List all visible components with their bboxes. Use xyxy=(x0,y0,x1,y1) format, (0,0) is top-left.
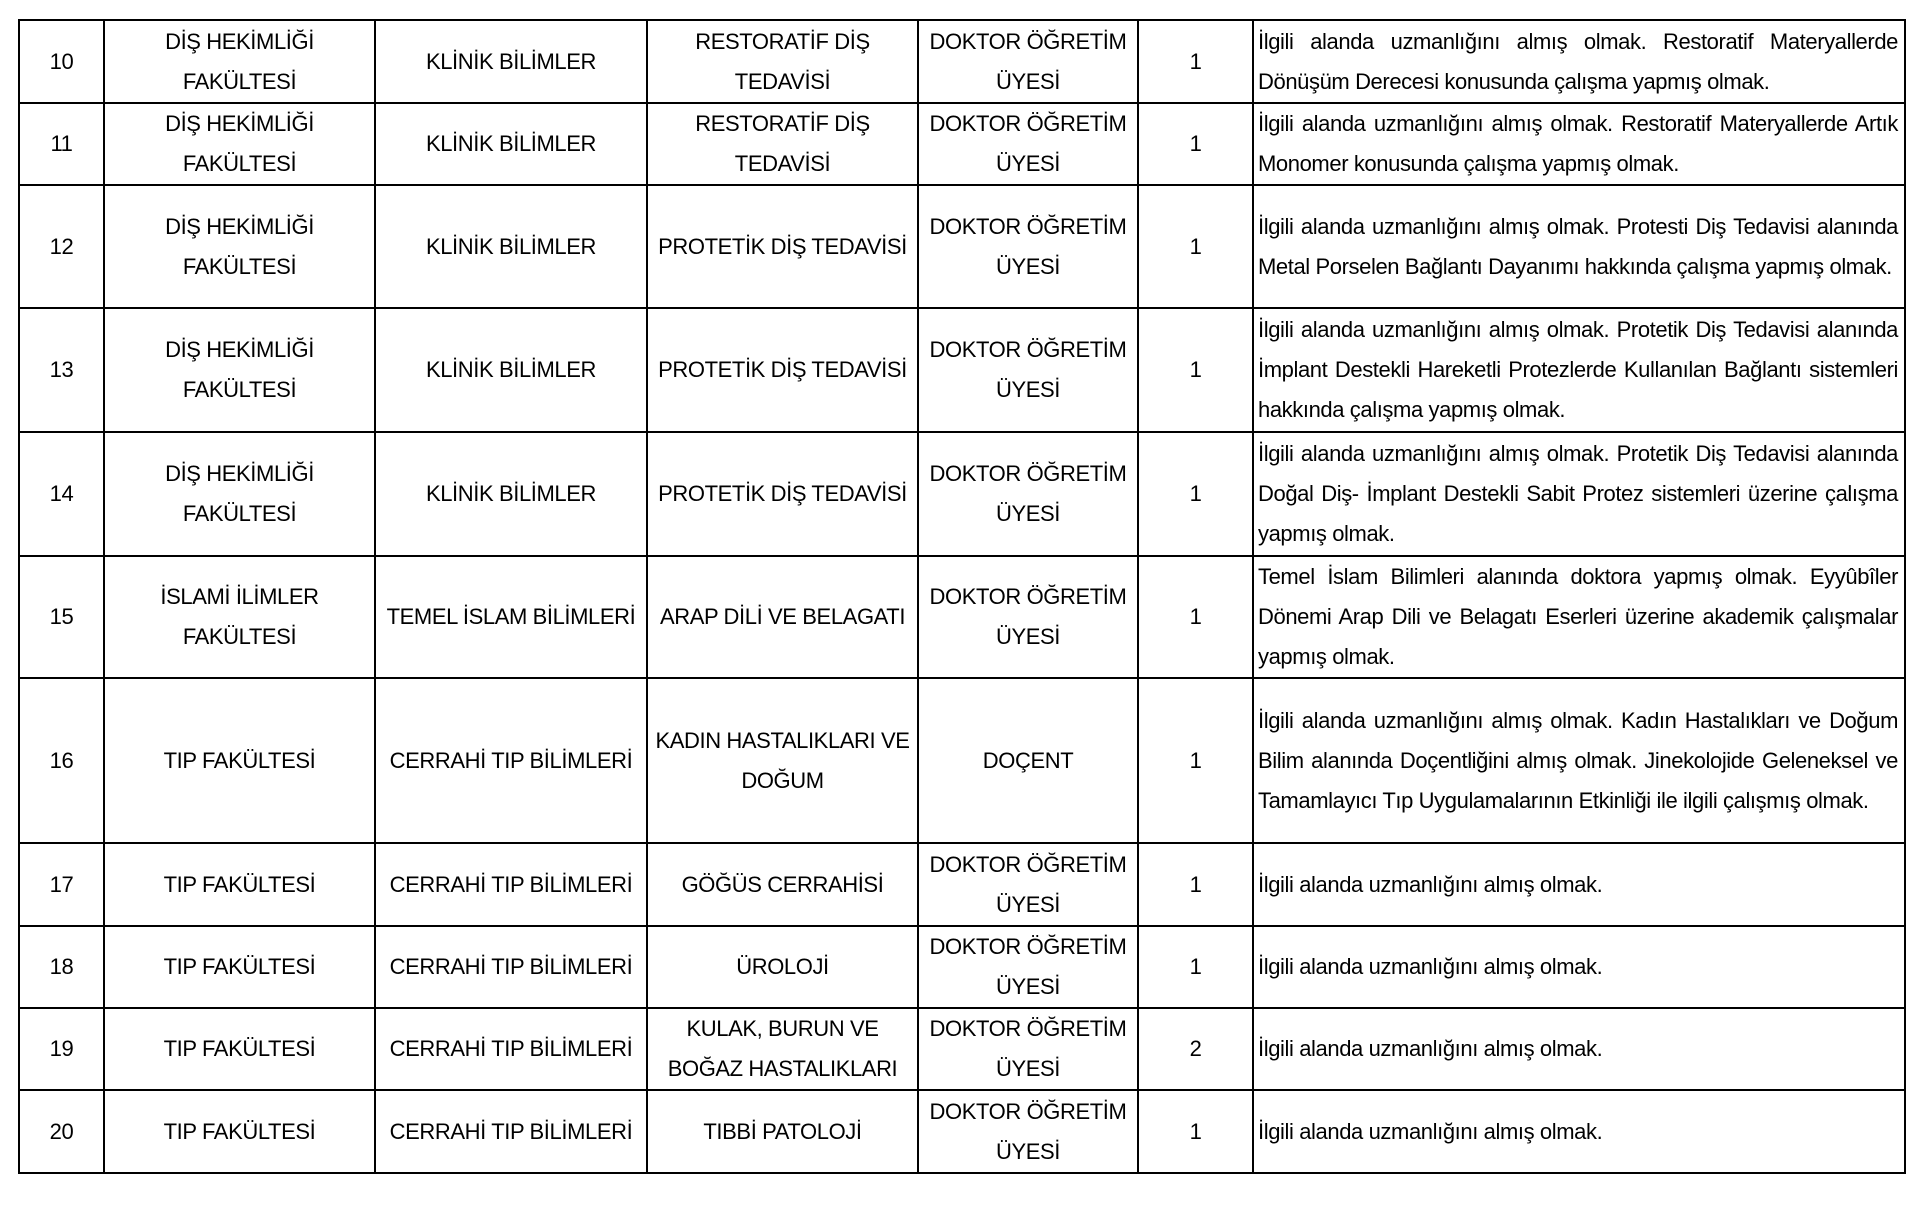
academic-title-cell: DOKTOR ÖĞRETİM ÜYESİ xyxy=(918,556,1138,678)
position-count-cell: 1 xyxy=(1138,103,1253,185)
academic-title-cell: DOKTOR ÖĞRETİM ÜYESİ xyxy=(918,1090,1138,1173)
position-count-cell: 1 xyxy=(1138,678,1253,843)
position-count-cell: 1 xyxy=(1138,1090,1253,1173)
row-number-cell: 12 xyxy=(19,185,104,308)
row-number-cell: 15 xyxy=(19,556,104,678)
department-cell: KLİNİK BİLİMLER xyxy=(375,103,647,185)
position-count-cell: 1 xyxy=(1138,556,1253,678)
faculty-cell: DİŞ HEKİMLİĞİ FAKÜLTESİ xyxy=(104,432,375,556)
program-cell: GÖĞÜS CERRAHİSİ xyxy=(647,843,918,926)
faculty-cell: DİŞ HEKİMLİĞİ FAKÜLTESİ xyxy=(104,308,375,432)
program-cell: ARAP DİLİ VE BELAGATI xyxy=(647,556,918,678)
table-row xyxy=(19,843,1905,926)
position-count-cell: 1 xyxy=(1138,20,1253,103)
requirement-cell: İlgili alanda uzmanlığını almış olmak. xyxy=(1253,1008,1905,1090)
position-count-cell: 2 xyxy=(1138,1008,1253,1090)
requirement-cell: İlgili alanda uzmanlığını almış olmak. Kadın Hastalıkları ve Doğum Bilim alanında Doçentliğini almış olmak. Jinekolojide Geleneksel ve Tamamlayıcı Tıp Uygulamalarının Etkinliği ile ilgili çalışmış olmak. xyxy=(1253,678,1905,843)
row-number-cell: 19 xyxy=(19,1008,104,1090)
department-cell: CERRAHİ TIP BİLİMLERİ xyxy=(375,843,647,926)
requirement-cell: İlgili alanda uzmanlığını almış olmak. Protetik Diş Tedavisi alanında İmplant Destekli Hareketli Protezlerde Kullanılan Bağlantı sistemleri hakkında çalışma yapmış olmak. xyxy=(1253,308,1905,432)
row-number-cell: 13 xyxy=(19,308,104,432)
table-row xyxy=(19,1090,1905,1173)
faculty-cell: DİŞ HEKİMLİĞİ FAKÜLTESİ xyxy=(104,185,375,308)
department-cell: CERRAHİ TIP BİLİMLERİ xyxy=(375,678,647,843)
program-cell: PROTETİK DİŞ TEDAVİSİ xyxy=(647,185,918,308)
requirement-cell: İlgili alanda uzmanlığını almış olmak. xyxy=(1253,1090,1905,1173)
program-cell: PROTETİK DİŞ TEDAVİSİ xyxy=(647,432,918,556)
position-count-cell: 1 xyxy=(1138,185,1253,308)
positions-table-body xyxy=(19,20,1905,1173)
positions-table xyxy=(18,19,1906,1174)
faculty-cell: TIP FAKÜLTESİ xyxy=(104,678,375,843)
program-cell: KADIN HASTALIKLARI VE DOĞUM xyxy=(647,678,918,843)
faculty-cell: DİŞ HEKİMLİĞİ FAKÜLTESİ xyxy=(104,20,375,103)
academic-title-cell: DOKTOR ÖĞRETİM ÜYESİ xyxy=(918,843,1138,926)
program-cell: TIBBİ PATOLOJİ xyxy=(647,1090,918,1173)
faculty-cell: TIP FAKÜLTESİ xyxy=(104,1090,375,1173)
faculty-cell: DİŞ HEKİMLİĞİ FAKÜLTESİ xyxy=(104,103,375,185)
requirement-cell: İlgili alanda uzmanlığını almış olmak. Restoratif Materyallerde Dönüşüm Derecesi konusunda çalışma yapmış olmak. xyxy=(1253,20,1905,103)
department-cell: TEMEL İSLAM BİLİMLERİ xyxy=(375,556,647,678)
academic-title-cell: DOKTOR ÖĞRETİM ÜYESİ xyxy=(918,103,1138,185)
table-row xyxy=(19,185,1905,308)
table-row xyxy=(19,432,1905,556)
requirement-cell: İlgili alanda uzmanlığını almış olmak. Protetik Diş Tedavisi alanında Doğal Diş- İmplant Destekli Sabit Protez sistemleri üzerine çalışma yapmış olmak. xyxy=(1253,432,1905,556)
table-row xyxy=(19,1008,1905,1090)
academic-title-cell: DOKTOR ÖĞRETİM ÜYESİ xyxy=(918,308,1138,432)
program-cell: RESTORATİF DİŞ TEDAVİSİ xyxy=(647,103,918,185)
faculty-cell: İSLAMİ İLİMLER FAKÜLTESİ xyxy=(104,556,375,678)
program-cell: PROTETİK DİŞ TEDAVİSİ xyxy=(647,308,918,432)
row-number-cell: 17 xyxy=(19,843,104,926)
position-count-cell: 1 xyxy=(1138,926,1253,1008)
table-row xyxy=(19,926,1905,1008)
faculty-cell: TIP FAKÜLTESİ xyxy=(104,1008,375,1090)
academic-title-cell: DOKTOR ÖĞRETİM ÜYESİ xyxy=(918,926,1138,1008)
position-count-cell: 1 xyxy=(1138,432,1253,556)
academic-title-cell: DOKTOR ÖĞRETİM ÜYESİ xyxy=(918,185,1138,308)
department-cell: CERRAHİ TIP BİLİMLERİ xyxy=(375,926,647,1008)
program-cell: KULAK, BURUN VE BOĞAZ HASTALIKLARI xyxy=(647,1008,918,1090)
row-number-cell: 18 xyxy=(19,926,104,1008)
academic-title-cell: DOKTOR ÖĞRETİM ÜYESİ xyxy=(918,20,1138,103)
faculty-cell: TIP FAKÜLTESİ xyxy=(104,926,375,1008)
row-number-cell: 10 xyxy=(19,20,104,103)
academic-title-cell: DOÇENT xyxy=(918,678,1138,843)
faculty-cell: TIP FAKÜLTESİ xyxy=(104,843,375,926)
table-row xyxy=(19,20,1905,103)
academic-title-cell: DOKTOR ÖĞRETİM ÜYESİ xyxy=(918,432,1138,556)
requirement-cell: İlgili alanda uzmanlığını almış olmak. xyxy=(1253,843,1905,926)
position-count-cell: 1 xyxy=(1138,843,1253,926)
table-row xyxy=(19,308,1905,432)
table-row xyxy=(19,678,1905,843)
position-count-cell: 1 xyxy=(1138,308,1253,432)
requirement-cell: Temel İslam Bilimleri alanında doktora yapmış olmak. Eyyûbîler Dönemi Arap Dili ve Belagatı Eserleri üzerine akademik çalışmalar yapmış olmak. xyxy=(1253,556,1905,678)
department-cell: KLİNİK BİLİMLER xyxy=(375,185,647,308)
department-cell: CERRAHİ TIP BİLİMLERİ xyxy=(375,1090,647,1173)
program-cell: ÜROLOJİ xyxy=(647,926,918,1008)
department-cell: CERRAHİ TIP BİLİMLERİ xyxy=(375,1008,647,1090)
table-row xyxy=(19,556,1905,678)
program-cell: RESTORATİF DİŞ TEDAVİSİ xyxy=(647,20,918,103)
row-number-cell: 16 xyxy=(19,678,104,843)
department-cell: KLİNİK BİLİMLER xyxy=(375,432,647,556)
row-number-cell: 20 xyxy=(19,1090,104,1173)
table-row xyxy=(19,103,1905,185)
requirement-cell: İlgili alanda uzmanlığını almış olmak. Protesti Diş Tedavisi alanında Metal Porselen Bağlantı Dayanımı hakkında çalışma yapmış olmak. xyxy=(1253,185,1905,308)
department-cell: KLİNİK BİLİMLER xyxy=(375,308,647,432)
department-cell: KLİNİK BİLİMLER xyxy=(375,20,647,103)
requirement-cell: İlgili alanda uzmanlığını almış olmak. xyxy=(1253,926,1905,1008)
row-number-cell: 11 xyxy=(19,103,104,185)
requirement-cell: İlgili alanda uzmanlığını almış olmak. Restoratif Materyallerde Artık Monomer konusunda çalışma yapmış olmak. xyxy=(1253,103,1905,185)
academic-title-cell: DOKTOR ÖĞRETİM ÜYESİ xyxy=(918,1008,1138,1090)
row-number-cell: 14 xyxy=(19,432,104,556)
